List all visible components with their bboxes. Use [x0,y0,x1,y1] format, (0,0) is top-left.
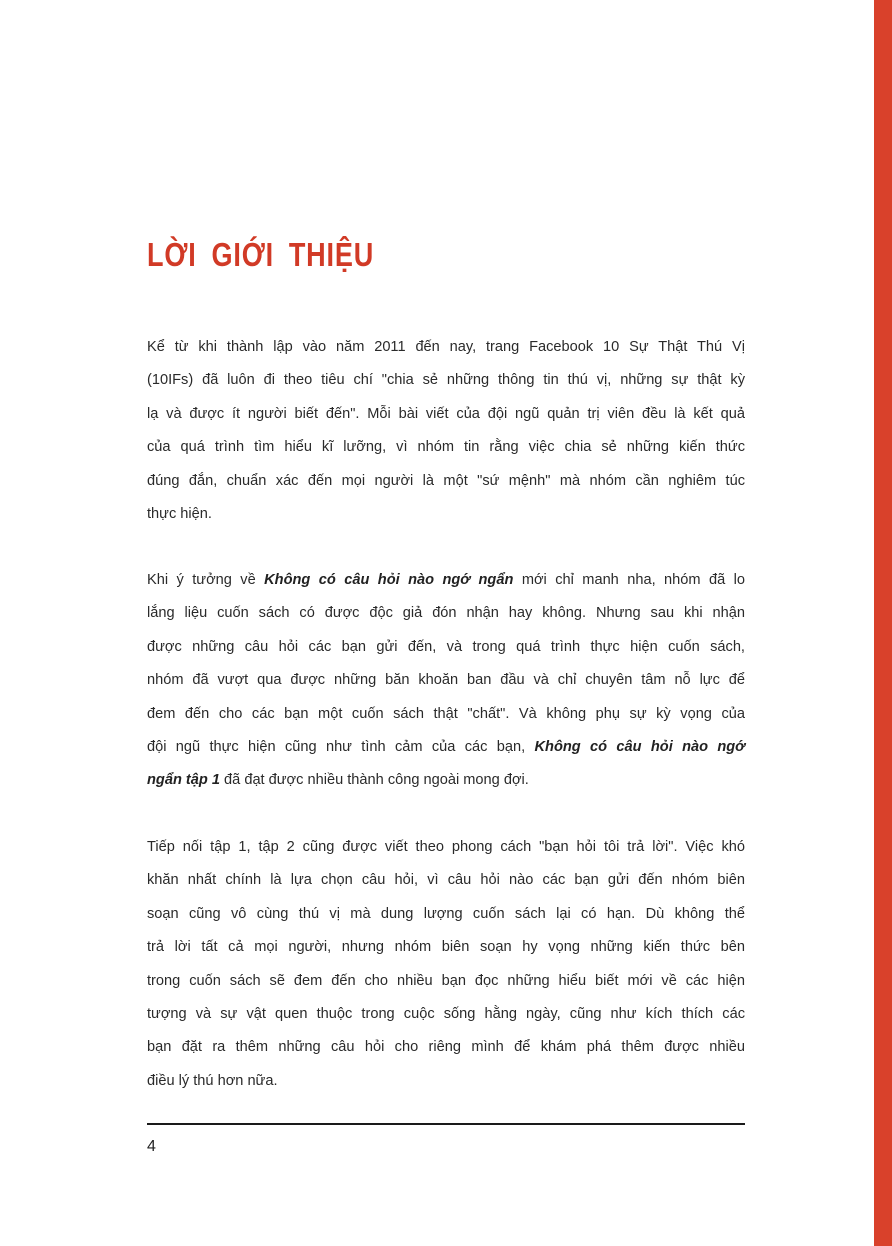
paragraph-3 [147,831,745,1098]
text-line: thực hiện. [147,505,212,522]
footer-divider [147,1123,745,1125]
text-line: soạn cũng vô cùng thú vị mà dung lượng cuốn sách lại có hạn. Dù không thể [147,905,745,922]
text-line: của quá trình tìm hiểu kĩ lưỡng, vì nhóm tin rằng việc chia sẻ những kiến thức [147,439,745,456]
text-line: Tiếp nối tập 1, tập 2 cũng được viết theo phong cách "bạn hỏi tôi trả lời". Việc khó [147,839,745,855]
text-run: đội ngũ thực hiện cũng như tình cảm của các bạn, [147,738,535,755]
text-line: đúng đắn, chuẩn xác đến mọi người là một "sứ mệnh" mà nhóm cần nghiêm túc [147,472,745,489]
accent-side-bar [874,0,892,1246]
text-line: trong cuốn sách sẽ đem đến cho nhiều bạn đọc những hiểu biết mới về các hiện [147,972,745,989]
text-line: bạn đặt ra thêm những câu hỏi cho riêng mình để khám phá thêm được nhiều [147,1039,745,1056]
text-line: khăn nhất chính là lựa chọn câu hỏi, vì câu hỏi nào các bạn gửi đến nhóm biên [147,872,745,889]
text-line: điều lý thú hơn nữa. [147,1072,278,1089]
paragraph-1 [147,331,745,531]
page-number: 4 [147,1138,156,1155]
text-line [147,564,745,597]
book-title: Không có câu hỏi nào ngớ [534,738,745,755]
book-title: ngẩn tập 1 [147,772,220,789]
book-title: Không có câu hỏi nào ngớ ngẩn [264,572,514,588]
text-run: đã đạt được nhiều thành công ngoài mong đợi. [219,772,529,789]
text-line: (10IFs) đã luôn đi theo tiêu chí "chia sẻ những thông tin thú vị, những sự thật kỳ [147,372,745,389]
page-title: LỜI GIỚI THIỆU [147,236,375,273]
text-line: Kể từ khi thành lập vào năm 2011 đến nay, trang Facebook 10 Sự Thật Thú Vị [147,339,745,355]
text-line: đem đến cho các bạn một cuốn sách thật "chất". Và không phụ sự kỳ vọng của [147,705,745,722]
text-line [147,731,745,764]
text-run: mới chỉ manh nha, nhóm đã lo [513,572,745,588]
text-line: trả lời tất cả mọi người, nhưng nhóm biên soạn hy vọng những kiến thức bên [147,939,745,956]
text-line: nhóm đã vượt qua được những băn khoăn ban đầu và chỉ chuyên tâm nỗ lực để [147,672,745,689]
text-line [147,764,745,797]
text-line: được những câu hỏi các bạn gửi đến, và trong quá trình thực hiện cuốn sách, [147,638,745,655]
text-line: lạ và được ít người biết đến". Mỗi bài viết của đội ngũ quản trị viên đều là kết quả [147,405,745,422]
text-line: tượng và sự vật quen thuộc trong cuộc sống hằng ngày, cũng như kích thích các [147,1005,745,1022]
paragraph-2 [147,564,745,798]
text-run: Khi ý tưởng về [147,572,265,588]
text-line: lắng liệu cuốn sách có được độc giả đón nhận hay không. Nhưng sau khi nhận [147,605,745,622]
